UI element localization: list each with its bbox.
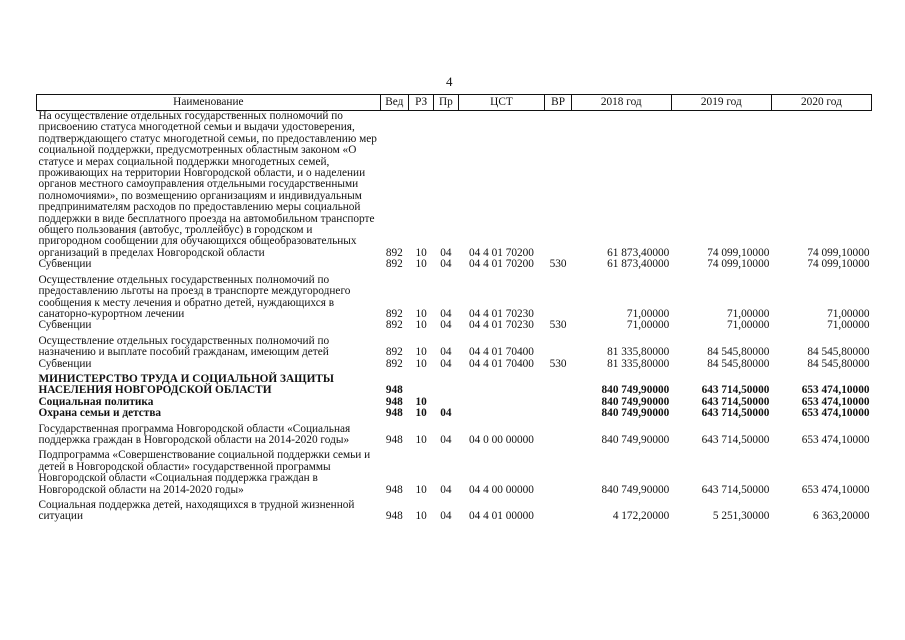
- amount-2018: 61 873,40000: [607, 258, 670, 271]
- column-header: 2019 год: [671, 95, 771, 111]
- amount-2020: 74 099,10000: [807, 258, 870, 271]
- pr-cell: 04: [440, 407, 452, 420]
- row-name: Социальная поддержка детей, находящихся в трудной жизненной ситуации: [38, 499, 355, 523]
- rz-cell: 10: [415, 246, 427, 259]
- row-name: Осуществление отдельных государственных полномочий по предоставлению льготы на проезд в транспорте междугороднего сообщения к месту лечения и обратно детей, нуждающихся в санаторно-курортном лечении: [38, 273, 351, 320]
- amount-2018: 840 749,90000: [601, 483, 670, 496]
- amount-2019: 71,00000: [727, 307, 770, 320]
- cst-cell: [458, 370, 545, 397]
- ved-cell: 948: [385, 407, 403, 420]
- amount-2019: 71,00000: [727, 319, 770, 332]
- amount-2020: 653 474,10000: [801, 483, 870, 496]
- vr-cell: [545, 420, 571, 447]
- cst-cell: 04 4 01 70230: [468, 307, 534, 320]
- vr-cell: [545, 111, 571, 260]
- amount-2020: 84 545,80000: [807, 357, 870, 370]
- cst-cell: 04 4 01 70200: [468, 258, 534, 271]
- row-name: Социальная политика: [38, 395, 154, 408]
- vr-cell: [545, 271, 571, 321]
- ved-cell: 892: [385, 346, 403, 359]
- ved-cell: 892: [385, 246, 403, 259]
- amount-2018: 81 335,80000: [607, 346, 670, 359]
- amount-2018: 840 749,90000: [601, 433, 670, 446]
- amount-2018: 71,00000: [626, 307, 670, 320]
- amount-2018: 4 172,20000: [612, 510, 670, 523]
- cst-cell: 04 4 01 70200: [468, 246, 534, 259]
- cst-cell: [458, 408, 545, 419]
- ved-cell: 948: [385, 395, 403, 408]
- table-row: [37, 359, 872, 370]
- amount-2019: 74 099,10000: [707, 258, 770, 271]
- column-header: ЦСТ: [458, 95, 545, 111]
- rz-cell: 10: [415, 510, 427, 523]
- rz-cell: 10: [415, 407, 427, 420]
- table-row: [37, 496, 872, 523]
- ved-cell: 892: [385, 258, 403, 271]
- amount-2019: 643 714,50000: [701, 483, 770, 496]
- amount-2020: 74 099,10000: [807, 246, 870, 259]
- amount-2019: 74 099,10000: [707, 246, 770, 259]
- cst-cell: 04 4 01 00000: [468, 510, 534, 523]
- pr-cell: 04: [440, 510, 452, 523]
- amount-2020: 6 363,20000: [813, 510, 870, 523]
- amount-2018: 840 749,90000: [601, 407, 670, 420]
- amount-2020: 653 474,10000: [801, 384, 870, 397]
- row-name: Субвенции: [38, 357, 92, 370]
- cst-cell: 04 4 01 70400: [468, 346, 534, 359]
- amount-2020: 71,00000: [827, 307, 870, 320]
- amount-2018: 71,00000: [626, 319, 670, 332]
- vr-cell: [545, 397, 571, 408]
- ved-cell: 948: [385, 510, 403, 523]
- page-number: 4: [446, 74, 453, 89]
- rz-cell: 10: [415, 258, 427, 271]
- vr-cell: [545, 496, 571, 523]
- amount-2020: 653 474,10000: [801, 433, 870, 446]
- table-row: [37, 320, 872, 331]
- rz-cell: 10: [415, 395, 427, 408]
- table-row: [37, 111, 872, 260]
- column-header: Вед: [380, 95, 408, 111]
- column-header: 2018 год: [571, 95, 671, 111]
- amount-2019: 84 545,80000: [707, 346, 770, 359]
- vr-cell: [545, 332, 571, 359]
- cst-cell: 04 4 01 70400: [468, 357, 534, 370]
- pr-cell: 04: [440, 483, 452, 496]
- column-header: Наименование: [37, 95, 381, 111]
- amount-2018: 61 873,40000: [607, 246, 670, 259]
- pr-cell: 04: [440, 307, 452, 320]
- amount-2020: 653 474,10000: [801, 407, 870, 420]
- amount-2018: 840 749,90000: [601, 384, 670, 397]
- pr-cell: 04: [440, 258, 452, 271]
- cst-cell: 04 0 00 00000: [468, 433, 534, 446]
- pr-cell: 04: [440, 433, 452, 446]
- rz-cell: 10: [415, 319, 427, 332]
- amount-2019: 643 714,50000: [701, 395, 770, 408]
- vr-cell: [545, 408, 571, 419]
- table-row: [37, 332, 872, 359]
- table-row: [37, 259, 872, 270]
- ved-cell: 948: [385, 433, 403, 446]
- rz-cell: 10: [415, 483, 427, 496]
- amount-2019: 643 714,50000: [701, 433, 770, 446]
- amount-2018: 81 335,80000: [607, 357, 670, 370]
- amount-2019: 5 251,30000: [712, 510, 770, 523]
- row-name: Осуществление отдельных государственных полномочий по назначению и выплате пособий гражданам, имеющим детей: [38, 334, 330, 359]
- pr-cell: 04: [440, 346, 452, 359]
- vr-cell: 530: [549, 258, 567, 271]
- cst-cell: 04 4 01 70230: [468, 319, 534, 332]
- column-header: Пр: [434, 95, 458, 111]
- ved-cell: 892: [385, 319, 403, 332]
- budget-table: [36, 94, 872, 523]
- row-name: Подпрограмма «Совершенствование социальной поддержки семьи и детей в Новгородской области» государственной программы Новгородской области «Социальная поддержка граждан в Новгородской области на 2014-2020 годы»: [38, 449, 371, 496]
- cst-cell: 04 4 00 00000: [468, 483, 534, 496]
- row-name: Субвенции: [38, 319, 92, 332]
- table-row: [37, 370, 872, 397]
- row-name: Субвенции: [38, 258, 92, 271]
- vr-cell: 530: [549, 357, 567, 370]
- amount-2019: 643 714,50000: [701, 407, 770, 420]
- vr-cell: [545, 370, 571, 397]
- rz-cell: 10: [415, 357, 427, 370]
- column-header: ВР: [545, 95, 571, 111]
- cst-cell: [458, 397, 545, 408]
- amount-2019: 84 545,80000: [707, 357, 770, 370]
- vr-cell: [545, 446, 571, 496]
- row-name: МИНИСТЕРСТВО ТРУДА И СОЦИАЛЬНОЙ ЗАЩИТЫ НАСЕЛЕНИЯ НОВГОРОДСКОЙ ОБЛАСТИ: [38, 372, 334, 397]
- table-row: [37, 446, 872, 496]
- amount-2020: 653 474,10000: [801, 395, 870, 408]
- amount-2020: 71,00000: [827, 319, 870, 332]
- rz-cell: 10: [415, 307, 427, 320]
- pr-cell: 04: [440, 246, 452, 259]
- row-name: Охрана семьи и детства: [38, 407, 162, 420]
- amount-2020: 84 545,80000: [807, 346, 870, 359]
- pr-cell: 04: [440, 357, 452, 370]
- ved-cell: 948: [385, 483, 403, 496]
- vr-cell: 530: [549, 319, 567, 332]
- table-header-row: [37, 95, 872, 111]
- table-row: [37, 271, 872, 321]
- rz-cell: 10: [415, 346, 427, 359]
- row-name: Государственная программа Новгородской области «Социальная поддержка граждан в Новгородской области на 2014-2020 годы»: [38, 422, 351, 446]
- column-header: РЗ: [409, 95, 434, 111]
- row-name: На осуществление отдельных государственных полномочий по присвоению статуса многодетной семьи и выдачи удостоверения, подтверждающего статус многодетной семьи, по предоставлению мер социальной поддержки, предусмотренных областным законом «О статусе и мерах социальной поддержки многодетных семей, проживающих на территории Новгородской области, и о наделении органов местного самоуправления отдельными государственными полномочиями», по возмещению организациям и индивидуальным предпринимателям расходов по предоставлению меры социальной поддержки в виде бесплатного проезда на автомобильном транспорте общего пользования (автобус, троллейбус) в городском и пригородном сообщении для обучающихся общеобразовательных организаций в пределах Новгородской области: [38, 110, 377, 259]
- amount-2018: 840 749,90000: [601, 395, 670, 408]
- ved-cell: 948: [385, 384, 403, 397]
- ved-cell: 892: [385, 307, 403, 320]
- rz-cell: 10: [415, 433, 427, 446]
- rz-cell: [409, 370, 434, 397]
- pr-cell: [434, 370, 458, 397]
- table-row: [37, 408, 872, 419]
- table-row: [37, 420, 872, 447]
- pr-cell: 04: [440, 319, 452, 332]
- amount-2019: 643 714,50000: [701, 384, 770, 397]
- column-header: 2020 год: [771, 95, 871, 111]
- ved-cell: 892: [385, 357, 403, 370]
